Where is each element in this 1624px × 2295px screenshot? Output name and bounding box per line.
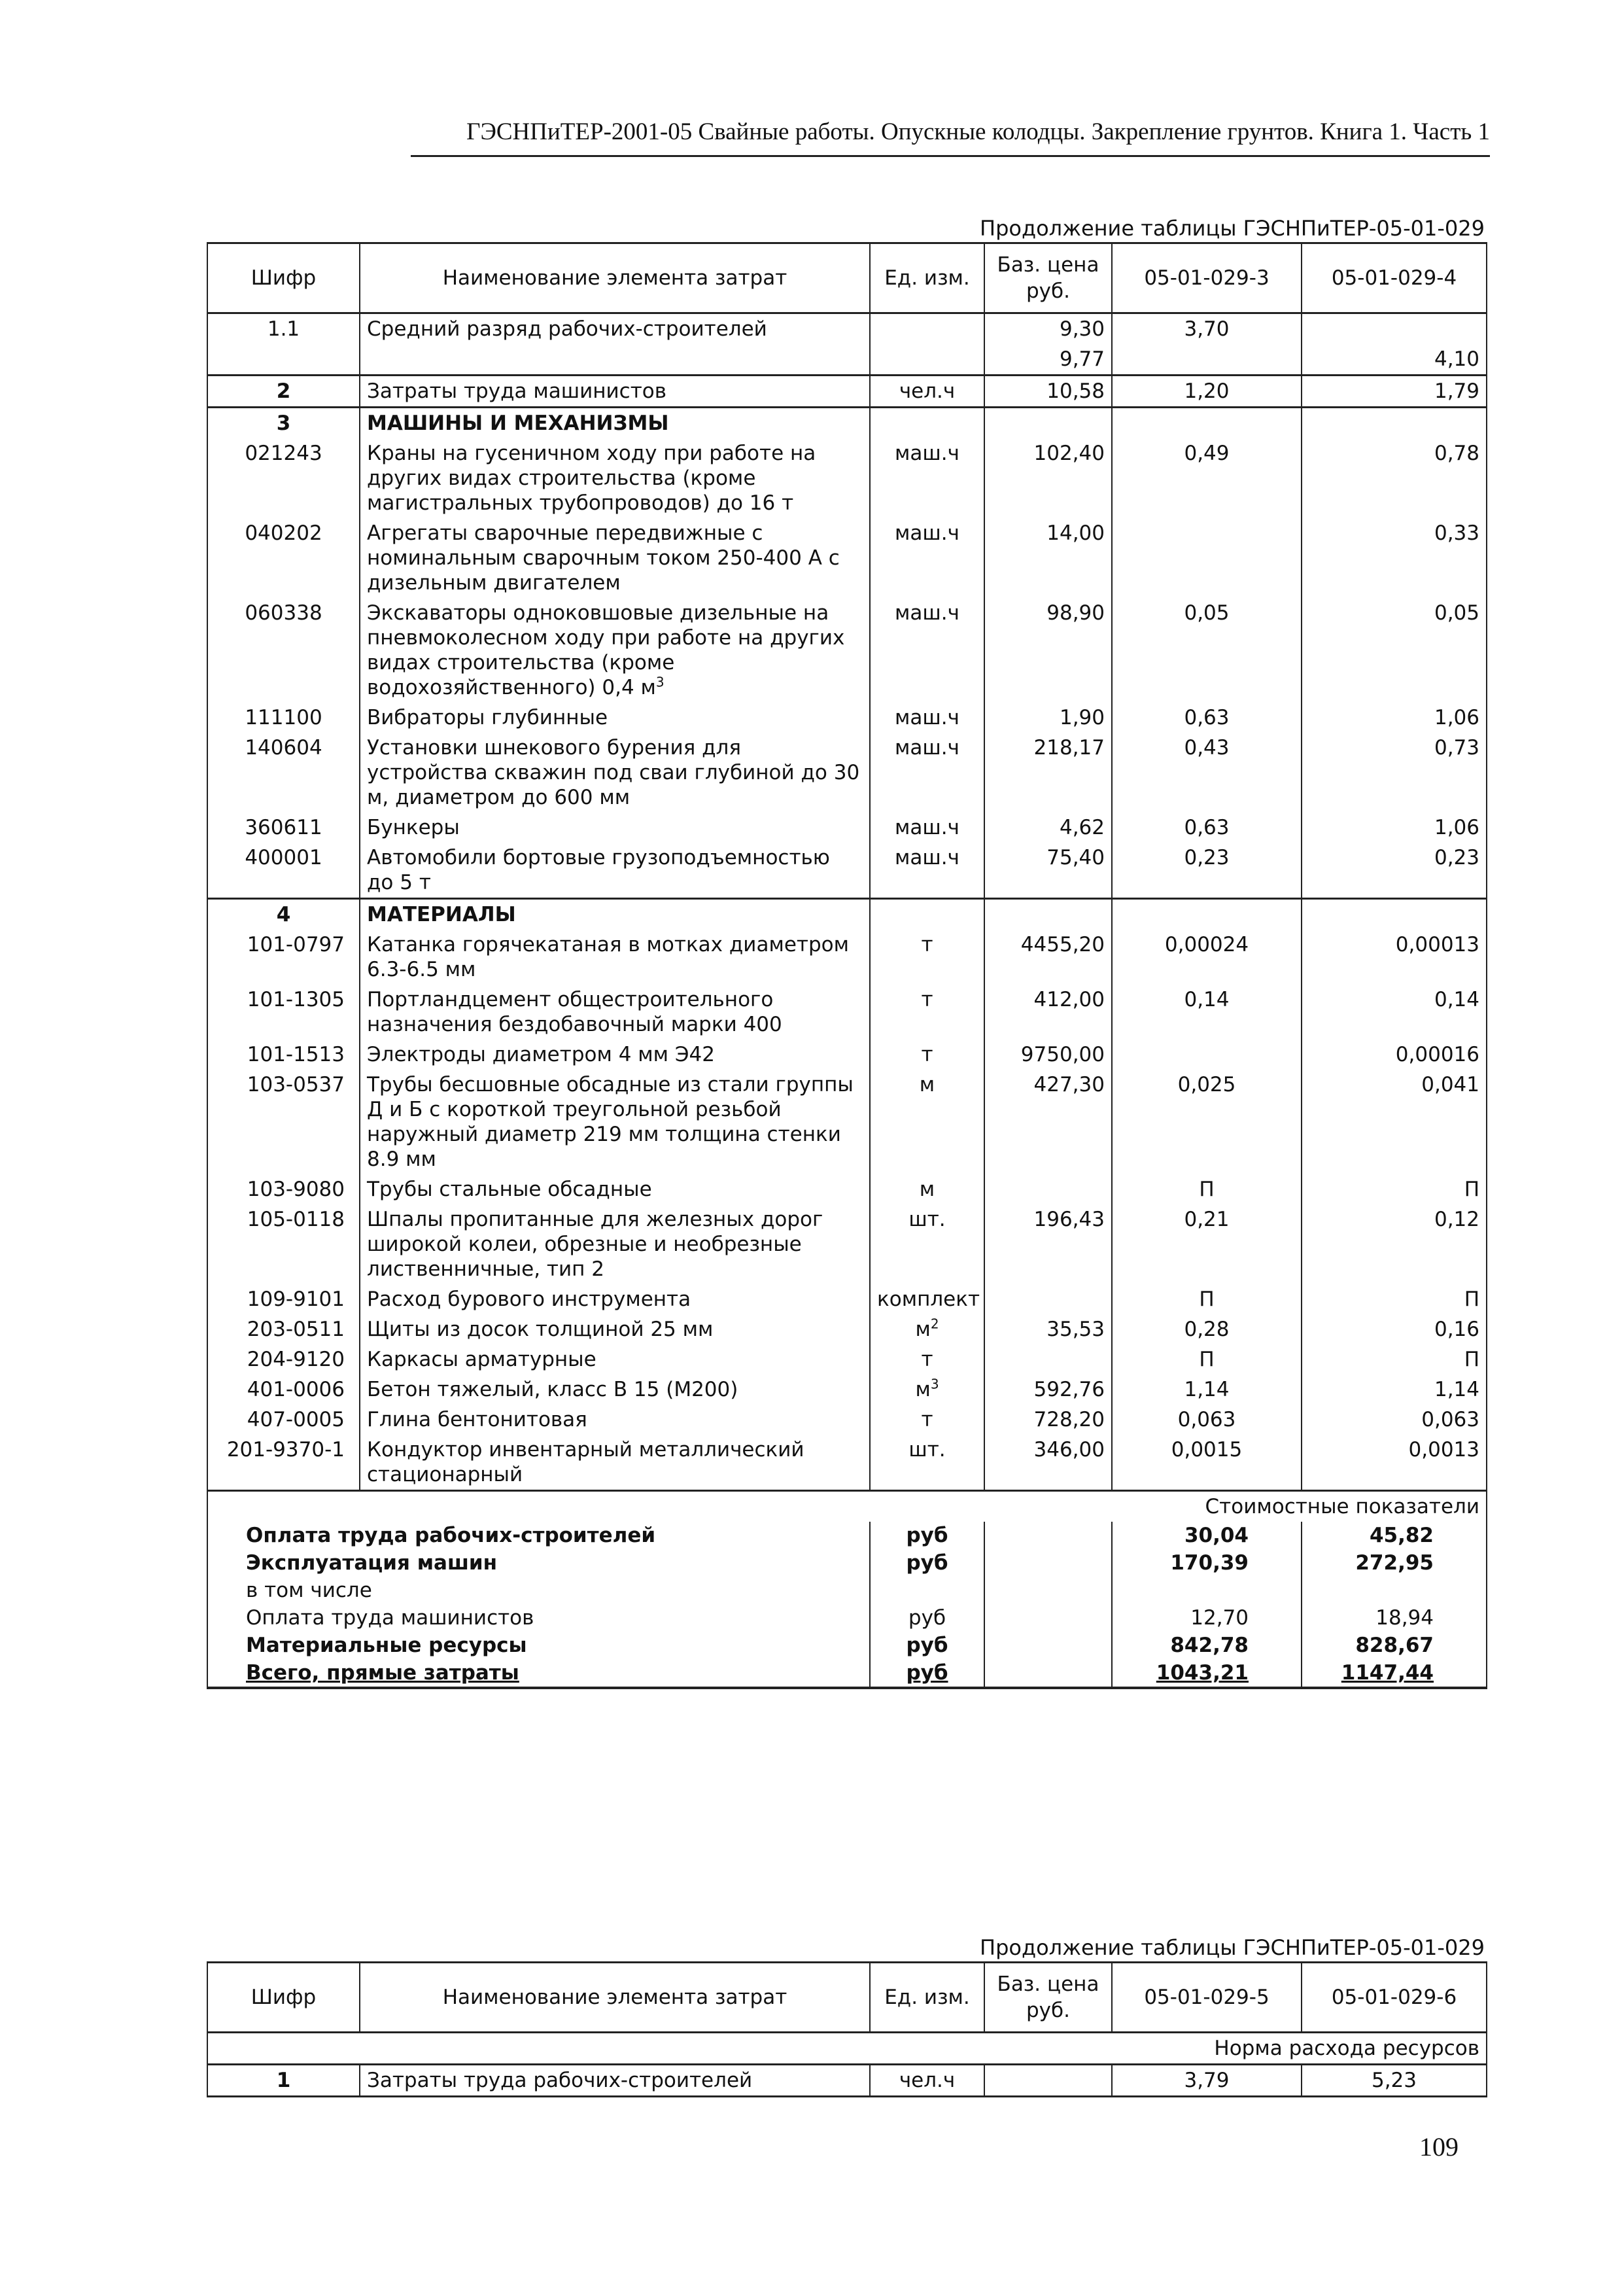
table-row [207, 1070, 1487, 1174]
cost-label: Эксплуатация машин [207, 1549, 870, 1577]
row-code: 109-9101 [207, 1284, 360, 1314]
row-name: Глина бентонитовая [360, 1405, 870, 1435]
row-name: Автомобили бортовые грузоподъемностью до 5 т [360, 843, 870, 899]
row-unit: т [870, 1405, 984, 1435]
cost-c2: 828,67 [1302, 1632, 1487, 1659]
table-row [207, 313, 1487, 345]
row-name: Средний разряд рабочих-строителей [360, 313, 870, 345]
row-unit: т [870, 985, 984, 1040]
machines-list [207, 438, 1487, 899]
row-unit: шт. [870, 1204, 984, 1284]
row-unit: маш.ч [870, 598, 984, 703]
row-c2: 0,16 [1302, 1314, 1487, 1344]
row-name: Вибраторы глубинные [360, 703, 870, 733]
cost-row [207, 1549, 1487, 1577]
row-code: 2 [207, 376, 360, 408]
row-price: 102,40 [984, 438, 1112, 518]
section-code: 4 [207, 899, 360, 930]
cost-label: Оплата труда рабочих-строителей [207, 1522, 870, 1549]
cost-label: Всего, прямые затраты [207, 1659, 870, 1688]
cost-row [207, 1632, 1487, 1659]
row-code: 040202 [207, 518, 360, 598]
row-c2: 0,73 [1302, 733, 1487, 813]
table2-header-row [207, 1963, 1487, 2033]
row-c2: 4,10 [1302, 344, 1487, 376]
row-code: 360611 [207, 813, 360, 843]
row-c1: 3,79 [1112, 2065, 1302, 2097]
row-c2: 1,79 [1302, 376, 1487, 408]
row-name: Бетон тяжелый, класс В 15 (М200) [360, 1375, 870, 1405]
row-c1: 0,43 [1112, 733, 1302, 813]
row-name: Агрегаты сварочные передвижные с номинальным сварочным током 250-400 А с дизельным двигателем [360, 518, 870, 598]
row-price: 592,76 [984, 1375, 1112, 1405]
row-price: 412,00 [984, 985, 1112, 1040]
row-c1: 0,49 [1112, 438, 1302, 518]
row-unit: маш.ч [870, 703, 984, 733]
row-code: 140604 [207, 733, 360, 813]
row-name: Электроды диаметром 4 мм Э42 [360, 1040, 870, 1070]
cost-c1: 30,04 [1112, 1522, 1302, 1549]
row-c1: 0,63 [1112, 813, 1302, 843]
row-name: Затраты труда машинистов [360, 376, 870, 408]
row-price: 9,30 [984, 313, 1112, 345]
table-row [207, 1204, 1487, 1284]
row-name: Кондуктор инвентарный металлический стационарный [360, 1435, 870, 1491]
row-code: 401-0006 [207, 1375, 360, 1405]
row-price: 4,62 [984, 813, 1112, 843]
cost-caption-row [207, 1491, 1487, 1522]
table-row [207, 1174, 1487, 1204]
row-c1: 0,23 [1112, 843, 1302, 899]
row-price: 9,77 [984, 344, 1112, 376]
table2-caption: Продолжение таблицы ГЭСНПиТЕР-05-01-029 [980, 1935, 1485, 1960]
cost-indicators [207, 1522, 1487, 1688]
section-heading [207, 899, 1487, 930]
row-c1: 0,063 [1112, 1405, 1302, 1435]
row-price: 1,90 [984, 703, 1112, 733]
row-code: 101-1513 [207, 1040, 360, 1070]
row-price [984, 1344, 1112, 1375]
row-c1: 0,63 [1112, 703, 1302, 733]
row-c1: П [1112, 1284, 1302, 1314]
cost-unit: руб [870, 1549, 984, 1577]
row-code: 060338 [207, 598, 360, 703]
row-c2: 0,00016 [1302, 1040, 1487, 1070]
row-unit: м [870, 1070, 984, 1174]
row-code: 201-9370-1 [207, 1435, 360, 1491]
cost-unit: руб [870, 1604, 984, 1632]
resource-table-1 [207, 242, 1487, 1689]
row-c1 [1112, 518, 1302, 598]
row-name: Установки шнекового бурения для устройства скважин под сваи глубиной до 30 м, диаметром до 600 мм [360, 733, 870, 813]
row-unit: маш.ч [870, 518, 984, 598]
norm-caption: Норма расхода ресурсов [207, 2033, 1487, 2065]
row-name: Трубы бесшовные обсадные из стали группы Д и Б с короткой треугольной резьбой наружный диаметр 219 мм толщина стенки 8.9 мм [360, 1070, 870, 1174]
cost-row [207, 1522, 1487, 1549]
row-c2: 0,23 [1302, 843, 1487, 899]
row-c2: 0,12 [1302, 1204, 1487, 1284]
row-c1: 0,05 [1112, 598, 1302, 703]
row-unit: комплект [870, 1284, 984, 1314]
cost-row [207, 1659, 1487, 1688]
row-code: 203-0511 [207, 1314, 360, 1344]
row-code: 021243 [207, 438, 360, 518]
cost-c2 [1302, 1577, 1487, 1604]
cost-label: Материальные ресурсы [207, 1632, 870, 1659]
row-code: 103-9080 [207, 1174, 360, 1204]
row-price: 728,20 [984, 1405, 1112, 1435]
row-code: 1.1 [207, 313, 360, 345]
row-code: 204-9120 [207, 1344, 360, 1375]
col-price-header: Баз. цена руб. [984, 1963, 1112, 2033]
col-code-header: Шифр [207, 1963, 360, 2033]
row-unit: шт. [870, 1435, 984, 1491]
col-unit-header: Ед. изм. [870, 243, 984, 313]
row-price: 346,00 [984, 1435, 1112, 1491]
row-price: 427,30 [984, 1070, 1112, 1174]
row-code: 1 [207, 2065, 360, 2097]
cost-c1: 12,70 [1112, 1604, 1302, 1632]
cost-unit [870, 1577, 984, 1604]
cost-c1 [1112, 1577, 1302, 1604]
row-name: Портландцемент общестроительного назначения бездобавочный марки 400 [360, 985, 870, 1040]
cost-c1: 1043,21 [1112, 1659, 1302, 1688]
row-unit: т [870, 1344, 984, 1375]
table1-caption: Продолжение таблицы ГЭСНПиТЕР-05-01-029 [980, 216, 1485, 241]
row-c2: 0,78 [1302, 438, 1487, 518]
table-row [207, 843, 1487, 899]
table-row [207, 733, 1487, 813]
section-code: 3 [207, 408, 360, 439]
row-code: 103-0537 [207, 1070, 360, 1174]
table-row [207, 930, 1487, 985]
row-c1: 0,00024 [1112, 930, 1302, 985]
row-unit: чел.ч [870, 376, 984, 408]
row-c1: 0,21 [1112, 1204, 1302, 1284]
row-c1: П [1112, 1174, 1302, 1204]
row-name: Шпалы пропитанные для железных дорог широкой колеи, обрезные и необрезные лиственничные, тип 2 [360, 1204, 870, 1284]
cost-label: Оплата труда машинистов [207, 1604, 870, 1632]
row-unit: $м^3$ [870, 1375, 984, 1405]
cost-c1: 842,78 [1112, 1632, 1302, 1659]
row-c2: 0,00013 [1302, 930, 1487, 985]
col-name-header: Наименование элемента затрат [360, 243, 870, 313]
row-code: 101-1305 [207, 985, 360, 1040]
cost-caption: Стоимостные показатели [207, 1491, 1487, 1522]
materials-list [207, 930, 1487, 1491]
table-row [207, 344, 1487, 376]
row-code: 407-0005 [207, 1405, 360, 1435]
table-row [207, 2065, 1487, 2097]
row-c2: П [1302, 1344, 1487, 1375]
resource-table-2 [207, 1961, 1487, 2097]
col-c1-header: 05-01-029-5 [1112, 1963, 1302, 2033]
row-price: 75,40 [984, 843, 1112, 899]
cost-c2: 18,94 [1302, 1604, 1487, 1632]
row-unit: маш.ч [870, 438, 984, 518]
cost-unit: руб [870, 1659, 984, 1688]
section-title: МАШИНЫ И МЕХАНИЗМЫ [360, 408, 870, 439]
row-c1: 3,70 [1112, 313, 1302, 345]
table-row [207, 1284, 1487, 1314]
row-name: Расход бурового инструмента [360, 1284, 870, 1314]
row-name: Экскаваторы одноковшовые дизельные на пневмоколесном ходу при работе на других видах строительства (кроме водохозяйственного) 0,4 $м^3$ [360, 598, 870, 703]
row-unit: м [870, 1174, 984, 1204]
row-c1: 1,14 [1112, 1375, 1302, 1405]
table-row [207, 376, 1487, 408]
cost-c2: 1147,44 [1302, 1659, 1487, 1688]
row-code: 101-0797 [207, 930, 360, 985]
row-c1 [1112, 1040, 1302, 1070]
cost-row [207, 1577, 1487, 1604]
section-heading [207, 408, 1487, 439]
row-name: Трубы стальные обсадные [360, 1174, 870, 1204]
row-c2: 0,041 [1302, 1070, 1487, 1174]
row-code: 111100 [207, 703, 360, 733]
table-row [207, 518, 1487, 598]
table-row [207, 1405, 1487, 1435]
row-unit: т [870, 1040, 984, 1070]
table1-header-row [207, 243, 1487, 313]
table-row [207, 1435, 1487, 1491]
row-unit: маш.ч [870, 813, 984, 843]
row-price: 218,17 [984, 733, 1112, 813]
row-name: Катанка горячекатаная в мотках диаметром 6.3-6.5 мм [360, 930, 870, 985]
row-price: 10,58 [984, 376, 1112, 408]
row-name: Каркасы арматурные [360, 1344, 870, 1375]
row-price: 9750,00 [984, 1040, 1112, 1070]
table-row [207, 813, 1487, 843]
row-price [984, 1174, 1112, 1204]
table-row [207, 985, 1487, 1040]
row-price: 98,90 [984, 598, 1112, 703]
row-name: Краны на гусеничном ходу при работе на других видах строительства (кроме магистральных трубопроводов) до 16 т [360, 438, 870, 518]
row-c1: П [1112, 1344, 1302, 1375]
row-c1: 1,20 [1112, 376, 1302, 408]
row-c2: 0,14 [1302, 985, 1487, 1040]
cost-label: в том числе [207, 1577, 870, 1604]
col-name-header: Наименование элемента затрат [360, 1963, 870, 2033]
table-row [207, 1344, 1487, 1375]
col-c1-header: 05-01-029-3 [1112, 243, 1302, 313]
cost-unit: руб [870, 1632, 984, 1659]
row-c2: 1,06 [1302, 813, 1487, 843]
col-c2-header: 05-01-029-4 [1302, 243, 1487, 313]
row-code: 400001 [207, 843, 360, 899]
row-c2: П [1302, 1284, 1487, 1314]
row-c1: 0,14 [1112, 985, 1302, 1040]
table-row [207, 1040, 1487, 1070]
row-c2: 0,0013 [1302, 1435, 1487, 1491]
row-price: 196,43 [984, 1204, 1112, 1284]
row-unit: маш.ч [870, 733, 984, 813]
row-c1: 0,025 [1112, 1070, 1302, 1174]
col-code-header: Шифр [207, 243, 360, 313]
page-number: 109 [1419, 2132, 1459, 2162]
row-unit: маш.ч [870, 843, 984, 899]
cost-c2: 45,82 [1302, 1522, 1487, 1549]
row-price: 4455,20 [984, 930, 1112, 985]
section-title: МАТЕРИАЛЫ [360, 899, 870, 930]
table-row [207, 703, 1487, 733]
running-title: ГЭСНПиТЕР-2001-05 Свайные работы. Опускные колодцы. Закрепление грунтов. Книга 1. Часть 1 [411, 118, 1490, 157]
table-row [207, 438, 1487, 518]
row-unit: чел.ч [870, 2065, 984, 2097]
row-name: Затраты труда рабочих-строителей [360, 2065, 870, 2097]
row-c2: 1,14 [1302, 1375, 1487, 1405]
row-price [984, 1284, 1112, 1314]
col-price-header: Баз. цена руб. [984, 243, 1112, 313]
row-c2: 1,06 [1302, 703, 1487, 733]
cost-c1: 170,39 [1112, 1549, 1302, 1577]
cost-unit: руб [870, 1522, 984, 1549]
table-row [207, 1314, 1487, 1344]
row-c2: 0,05 [1302, 598, 1487, 703]
col-c2-header: 05-01-029-6 [1302, 1963, 1487, 2033]
row-name: Бункеры [360, 813, 870, 843]
row-code: 105-0118 [207, 1204, 360, 1284]
row-c2: 0,33 [1302, 518, 1487, 598]
cost-c2: 272,95 [1302, 1549, 1487, 1577]
cost-row [207, 1604, 1487, 1632]
table-row [207, 598, 1487, 703]
norm-caption-row [207, 2033, 1487, 2065]
row-c2: 0,063 [1302, 1405, 1487, 1435]
row-c1: 0,28 [1112, 1314, 1302, 1344]
row-price: 14,00 [984, 518, 1112, 598]
row-price: 35,53 [984, 1314, 1112, 1344]
row-name: Щиты из досок толщиной 25 мм [360, 1314, 870, 1344]
row-unit: $м^2$ [870, 1314, 984, 1344]
row-c2: П [1302, 1174, 1487, 1204]
table-row [207, 1375, 1487, 1405]
row-unit: т [870, 930, 984, 985]
row-c2: 5,23 [1302, 2065, 1487, 2097]
row-c1: 0,0015 [1112, 1435, 1302, 1491]
col-unit-header: Ед. изм. [870, 1963, 984, 2033]
